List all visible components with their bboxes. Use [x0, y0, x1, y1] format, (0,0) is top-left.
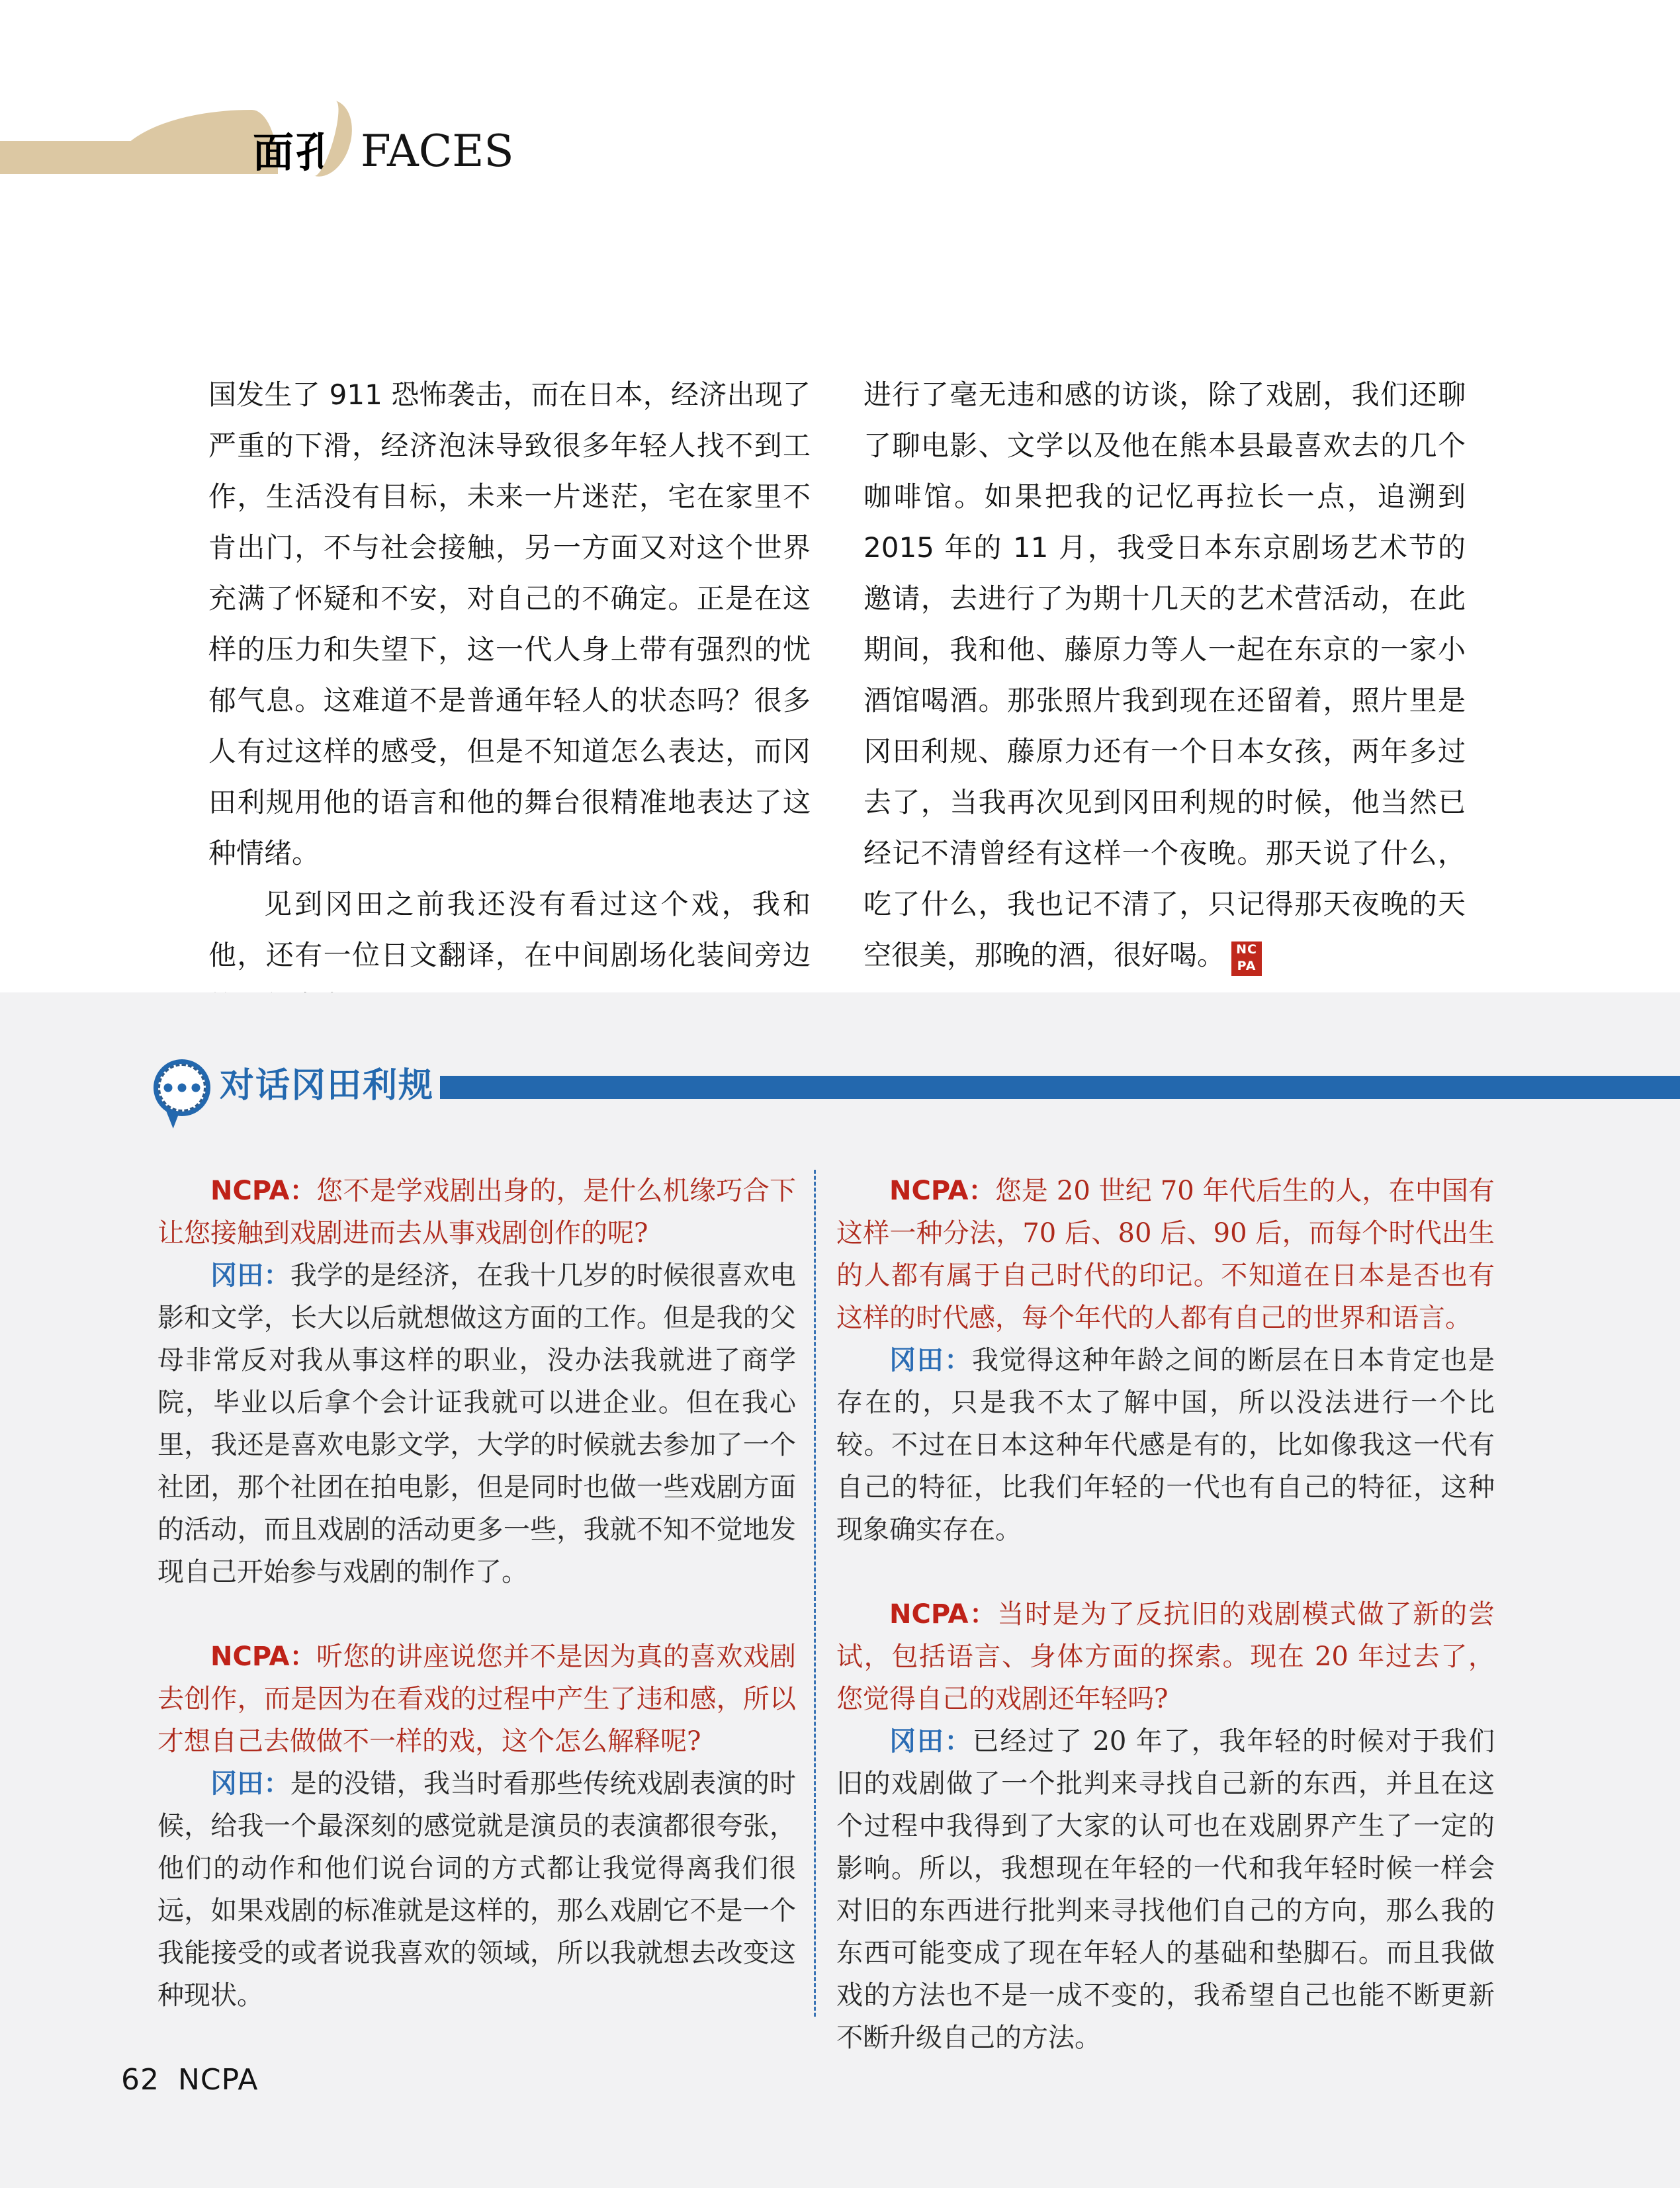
interview-question	[836, 1170, 1495, 1339]
page-footer	[121, 2063, 258, 2097]
section-title-chinese: 面孔	[253, 128, 339, 177]
interview-section	[0, 992, 1680, 2188]
speaker-label-ncpa: NCPA：	[889, 1176, 995, 1206]
answer-text: 是的没错，我当时看那些传统戏剧表演的时候，给我一个最深刻的感觉就是演员的表演都很夸张，他们的动作和他们说台词的方式都让我觉得离我们很远，如果戏剧的标准就是这样的，那么戏剧它不是一个我能接受的或者说我喜欢的领域，所以我就想去改变这种现状。	[157, 1769, 797, 2011]
answer-text: 已经过了 20 年了，我年轻的时候对于我们旧的戏剧做了一个批判来寻找自己新的东西，并且在这个过程中我得到了大家的认可也在戏剧界产生了一定的影响。所以，我想现在年轻的一代和我年轻时候一样会对旧的东西进行批判来寻找他们自己的方向，那么我的东西可能变成了现在年轻人的基础和垫脚石。而且我做戏的方法也不是一成不变的，我希望自己也能不断更新不断升级自己的方法。	[836, 1726, 1495, 2053]
article-paragraph	[863, 369, 1466, 981]
question-text: 当时是为了反抗旧的戏剧模式做了新的尝试，包括语言、身体方面的探索。现在 20 年过去了，您觉得自己的戏剧还年轻吗?	[836, 1599, 1495, 1714]
interview-question	[157, 1636, 796, 1763]
interview-question	[836, 1593, 1495, 1720]
interview-title-bar-decoration	[440, 1076, 1680, 1099]
section-title-english: FACES	[361, 126, 514, 177]
article-paragraph: 见到冈田之前我还没有看过这个戏，我和他，还有一位日文翻译，在中间剧场化装间旁边	[208, 888, 811, 971]
seal-line-2: PA	[1237, 959, 1257, 973]
interview-column-right	[816, 1170, 1495, 2059]
interview-answer	[157, 1254, 796, 1593]
speaker-label-ncpa: NCPA：	[889, 1599, 998, 1630]
answer-text: 我觉得这种年龄之间的断层在日本肯定也是存在的，只是我不太了解中国，所以没法进行一个比较。不过在日本这种年代感是有的，比如像我这一代有自己的特征，比我们年轻的一代也有自己的特征，这种现象确实存在。	[836, 1345, 1495, 1545]
speaker-label-okada: 冈田：	[210, 1260, 290, 1291]
interview-columns	[157, 1170, 1523, 2059]
article-paragraph: 国发生了 911 恐怖袭击，而在日本，经济出现了严重的下滑，经济泡沫导致很多年轻人找不到工作，生活没有目标，未来一片迷茫，宅在家里不肯出门，不与社会接触，另一方面又对这个世界充满了怀疑和不安，对自己的不确定。正是在这样的压力和失望下，这一代人身上带有强烈的忧郁气息。这难道不是普通年轻人的状态吗？很多人有过这样的感受，但是不知道怎么表达，而冈田利规用他的语言和他的舞台很精准地表达了这种情绪。	[208, 378, 811, 869]
question-text: 听您的讲座说您并不是因为真的喜欢戏剧去创作，而是因为在看戏的过程中产生了违和感，所以才想自己去做做不一样的戏，这个怎么解释呢?	[157, 1641, 797, 1757]
page-number: 62	[121, 2063, 159, 2097]
article-column-left	[208, 369, 811, 1031]
speech-bubble-icon	[154, 1059, 210, 1116]
interview-title: 对话冈田利规	[220, 1066, 435, 1106]
interview-answer	[836, 1339, 1495, 1551]
magazine-brand: NCPA	[178, 2063, 259, 2097]
interview-section-header	[152, 1055, 1680, 1141]
page-header	[0, 0, 1680, 212]
speaker-label-okada: 冈田：	[210, 1769, 290, 1799]
speaker-label-ncpa: NCPA：	[210, 1176, 317, 1206]
article-column-right	[863, 369, 1466, 1031]
speaker-label-ncpa: NCPA：	[210, 1641, 317, 1672]
speaker-label-okada: 冈田：	[889, 1726, 973, 1757]
speaker-label-okada: 冈田：	[889, 1345, 972, 1376]
article-body	[208, 369, 1466, 1031]
interview-answer	[157, 1763, 796, 2017]
ncpa-end-mark-seal	[1231, 941, 1262, 976]
question-text: 您不是学戏剧出身的，是什么机缘巧合下让您接触到戏剧进而去从事戏剧创作的呢?	[157, 1176, 797, 1248]
question-text: 您是 20 世纪 70 年代后生的人，在中国有这样一种分法，70 后、80 后、90 后，而每个时代出生的人都有属于自己时代的印记。不知道在日本是否也有这样的时代感，每个年代的人都有自己的世界和语言。	[836, 1176, 1495, 1333]
seal-line-1: NC	[1236, 942, 1257, 957]
interview-column-left	[157, 1170, 816, 2017]
interview-answer	[836, 1720, 1495, 2059]
speech-bubble-dots	[178, 1084, 187, 1092]
answer-text: 我学的是经济，在我十几岁的时候很喜欢电影和文学，长大以后就想做这方面的工作。但是我的父母非常反对我从事这样的职业，没办法我就进了商学院，毕业以后拿个会计证我就可以进企业。但在我心里，我还是喜欢电影文学，大学的时候就去参加了一个社团，那个社团在拍电影，但是同时也做一些戏剧方面的活动，而且戏剧的活动更多一些，我就不知不觉地发现自己开始参与戏剧的制作了。	[157, 1260, 797, 1587]
interview-question	[157, 1170, 796, 1254]
speech-bubble-tail	[163, 1110, 179, 1129]
article-paragraph-text: 进行了毫无违和感的访谈，除了戏剧，我们还聊了聊电影、文学以及他在熊本县最喜欢去的几个咖啡馆。如果把我的记忆再拉长一点，追溯到 2015 年的 11 月，我受日本东京剧场艺术节的邀请，去进行了为期十几天的艺术营活动，在此期间，我和他、藤原力等人一起在东京的一家小酒馆喝酒。那张照片我到现在还留着，照片里是冈田利规、藤原力还有一个日本女孩，两年多过去了，当我再次见到冈田利规的时候，他当然已经记不清曾经有这样一个夜晚。那天说了什么，吃了什么，我也记不清了，只记得那天夜晚的天空很美，那晚的酒，很好喝。	[863, 378, 1466, 971]
